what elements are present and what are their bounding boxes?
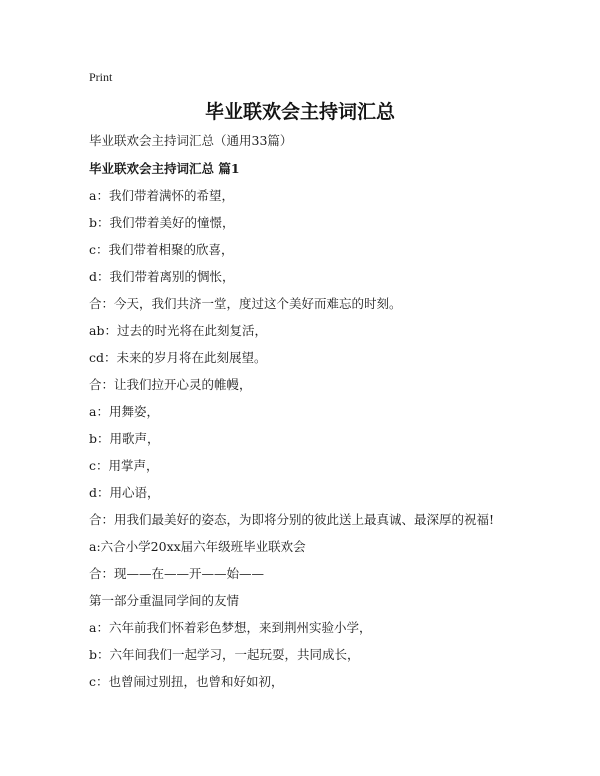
text-line: a:六合小学20xx届六年级班毕业联欢会 [89, 539, 306, 554]
text-line: 合：用我们最美好的姿态，为即将分别的彼此送上最真诚、最深厚的祝福! [89, 512, 495, 527]
text-line: c：也曾闹过别扭，也曾和好如初， [89, 674, 284, 689]
text-line: ab：过去的时光将在此刻复活， [89, 323, 267, 338]
text-line: c：用掌声， [89, 458, 159, 473]
text-line: cd：未来的岁月将在此刻展望。 [89, 350, 267, 365]
text-line: b：六年间我们一起学习，一起玩耍，共同成长， [89, 647, 360, 662]
section-line: 第一部分重温同学间的友情 [89, 593, 240, 608]
section-heading: 毕业联欢会主持词汇总 篇1 [89, 161, 240, 176]
print-label: Print [89, 70, 113, 84]
text-line: d：用心语， [89, 485, 160, 500]
text-line: c：我们带着相聚的欣喜， [89, 242, 234, 257]
text-line: a：我们带着满怀的希望， [89, 188, 234, 203]
text-line: b：我们带着美好的憧憬， [89, 215, 235, 230]
text-line: 合：现——在——开——始—— [89, 566, 265, 581]
text-line: d：我们带着离别的惆怅， [89, 269, 235, 284]
text-line: 合：今天，我们共济一堂，度过这个美好而难忘的时刻。 [89, 296, 402, 311]
text-line: a：六年前我们怀着彩色梦想，来到荆州实验小学， [89, 620, 372, 635]
text-line: a：用舞姿， [89, 404, 159, 419]
document-title: 毕业联欢会主持词汇总 [204, 101, 395, 123]
text-line: 合：让我们拉开心灵的帷幔， [89, 377, 252, 392]
subtitle-line: 毕业联欢会主持词汇总（通用33篇） [89, 133, 293, 148]
text-line: b：用歌声， [89, 431, 160, 446]
